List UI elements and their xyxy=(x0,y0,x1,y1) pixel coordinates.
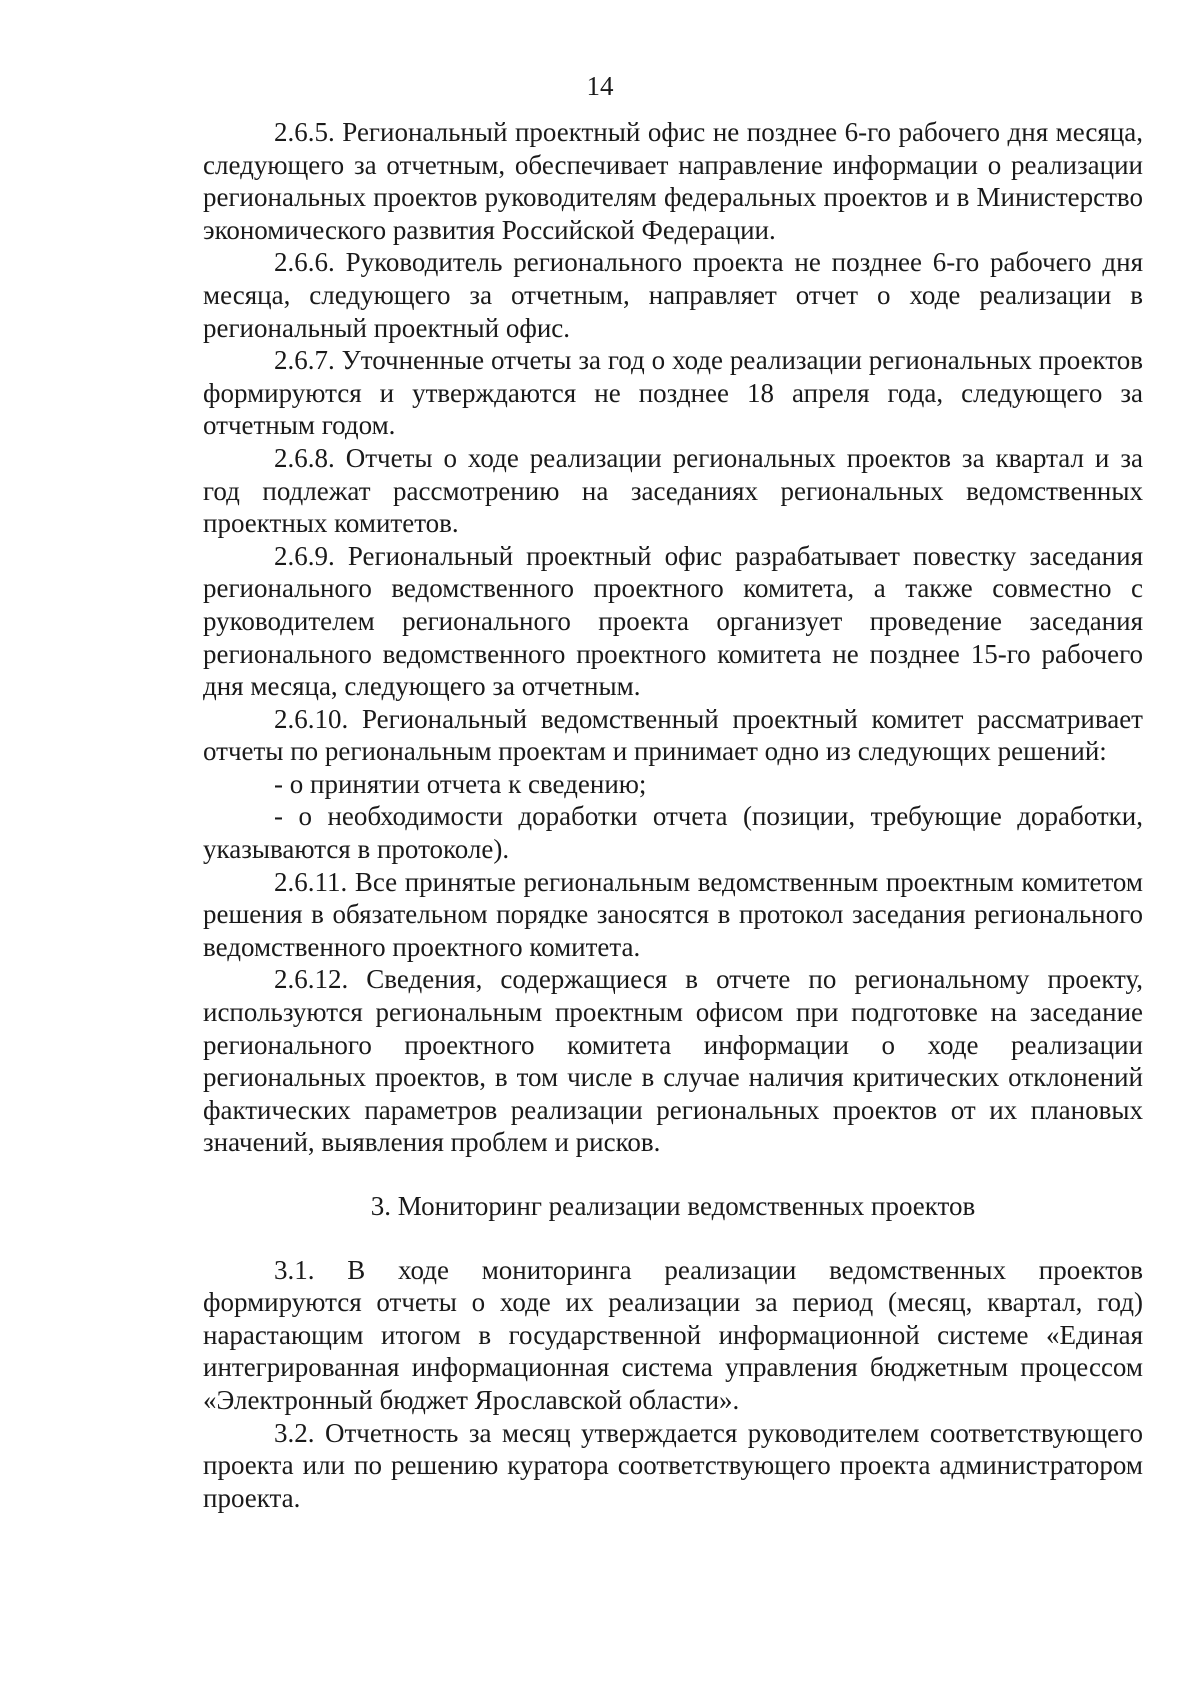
list-item-revise-report: - о необходимости доработки отчета (позиции, требующие доработки, указываются в протоколе). xyxy=(203,801,1143,865)
list-item-accept-report: - о принятии отчета к сведению; xyxy=(274,768,647,799)
section-heading: 3. Мониторинг реализации ведомственных проектов xyxy=(370,1191,976,1221)
paragraph-2-6-12: 2.6.12. Сведения, содержащиеся в отчете по региональному проекту, используются региональным проектным офисом при подготовке на заседание регионального проектного комитета информации о ходе реализации региональных проектов, в том числе в случае наличия критических отклонений фактических параметров реализации региональных проектов от их плановых значений, выявления проблем и рисков. xyxy=(203,964,1143,1158)
paragraph-2-6-7: 2.6.7. Уточненные отчеты за год о ходе реализации региональных проектов формируются и утверждаются не позднее 18 апреля года, следующего за отчетным годом. xyxy=(203,345,1143,441)
document-body xyxy=(203,116,1143,1514)
paragraph-2-6-8: 2.6.8. Отчеты о ходе реализации региональных проектов за квартал и за год подлежат рассмотрению на заседаниях региональных ведомственных проектных комитетов. xyxy=(203,442,1143,539)
paragraph-2-6-11: 2.6.11. Все принятые региональным ведомственным проектным комитетом решения в обязательном порядке заносятся в протокол заседания регионального ведомственного проектного комитета. xyxy=(203,866,1143,962)
paragraph-2-6-10: 2.6.10. Региональный ведомственный проектный комитет рассматривает отчеты по региональным проектам и принимает одно из следующих решений: xyxy=(203,703,1143,767)
paragraph-3-1: 3.1. В ходе мониторинга реализации ведомственных проектов формируются отчеты о ходе их реализации за период (месяц, квартал, год) нарастающим итогом в государственной информационной системе «Единая интегрированная информационная система управления бюджетным процессом «Электронный бюджет Ярославской области». xyxy=(203,1254,1143,1415)
page-number: 14 xyxy=(586,71,614,101)
paragraph-2-6-9: 2.6.9. Региональный проектный офис разрабатывает повестку заседания регионального ведомственного проектного комитета, а также совместно с руководителем регионального проекта организует проведение заседания регионального ведомственного проектного комитета не позднее 15-го рабочего дня месяца, следующего за отчетным. xyxy=(203,540,1143,702)
paragraph-2-6-6: 2.6.6. Руководитель регионального проекта не позднее 6-го рабочего дня месяца, следующего за отчетным, направляет отчет о ходе реализации в региональный проектный офис. xyxy=(203,247,1143,343)
paragraph-2-6-5: 2.6.5. Региональный проектный офис не позднее 6-го рабочего дня месяца, следующего за отчетным, обеспечивает направление информации о реализации региональных проектов руководителям федеральных проектов и в Министерство экономического развития Российской Федерации. xyxy=(203,117,1143,245)
paragraph-3-2: 3.2. Отчетность за месяц утверждается руководителем соответствующего проекта или по решению куратора соответствующего проекта администратором проекта. xyxy=(203,1417,1143,1513)
